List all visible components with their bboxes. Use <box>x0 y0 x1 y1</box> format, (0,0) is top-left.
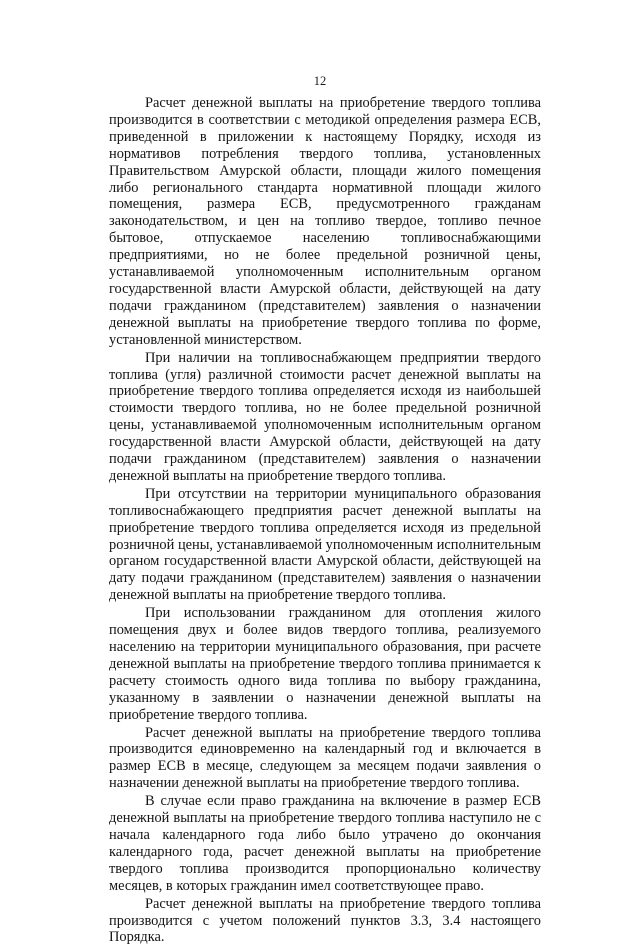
document-body <box>109 95 541 947</box>
paragraph: При наличии на топливоснабжающем предприятии твердого топлива (угля) различной стоимости расчет денежной выплаты на приобретение твердого топлива определяется исходя из наибольшей стоимости твердого топлива, но не более предельной розничной цены, устанавливаемой уполномоченным исполнительным органом государственной власти Амурской области, действующей на дату подачи гражданином (представителем) заявления о назначении денежной выплаты на приобретение твердого топлива. <box>109 349 541 484</box>
paragraph: Расчет денежной выплаты на приобретение твердого топлива производится в соответствии с методикой определения размера ЕСВ, приведенной в приложении к настоящему Порядку, исходя из нормативов потребления твердого топлива, установленных Правительством Амурской области, площади жилого помещения либо регионального стандарта нормативной площади жилого помещения, размера ЕСВ, предусмотренного гражданам законодательством, и цен на топливо твердое, топливо печное бытовое, отпускаемое населению топливоснабжающими предприятиями, но не более предельной розничной цены, устанавливаемой уполномоченным исполнительным органом государственной власти Амурской области, действующей на дату подачи гражданином (представителем) заявления о назначении денежной выплаты на приобретение твердого топлива по форме, установленной министерством. <box>109 95 541 348</box>
page-number: 12 <box>313 74 327 88</box>
paragraph: При использовании гражданином для отопления жилого помещения двух и более видов твердого топлива, реализуемого населению на территории муниципального образования, при расчете денежной выплаты на приобретение твердого топлива принимается к расчету стоимость одного вида топлива по выбору гражданина, указанному в заявлении о назначении денежной выплаты на приобретение твердого топлива. <box>109 605 541 723</box>
paragraph: В случае если право гражданина на включение в размер ЕСВ денежной выплаты на приобретение твердого топлива наступило не с начала календарного года либо было утрачено до окончания календарного года, расчет денежной выплаты на приобретение твердого топлива производится пропорционально количеству месяцев, в которых гражданин имел соответствующее право. <box>109 793 541 894</box>
paragraph: При отсутствии на территории муниципального образования топливоснабжающего предприятия расчет денежной выплаты на приобретение твердого топлива определяется исходя из предельной розничной цены, устанавливаемой уполномоченным исполнительным органом государственной власти Амурской области, действующей на дату подачи гражданином (представителем) заявления о назначении денежной выплаты на приобретение твердого топлива. <box>109 485 541 604</box>
paragraph: Расчет денежной выплаты на приобретение твердого топлива производится единовременно на календарный год и включается в размер ЕСВ в месяце, следующем за месяцем подачи заявления о назначении денежной выплаты на приобретение твердого топлива. <box>109 724 541 792</box>
paragraph: Расчет денежной выплаты на приобретение твердого топлива производится с учетом положений пунктов 3.3, 3.4 настоящего Порядка. <box>109 895 541 946</box>
